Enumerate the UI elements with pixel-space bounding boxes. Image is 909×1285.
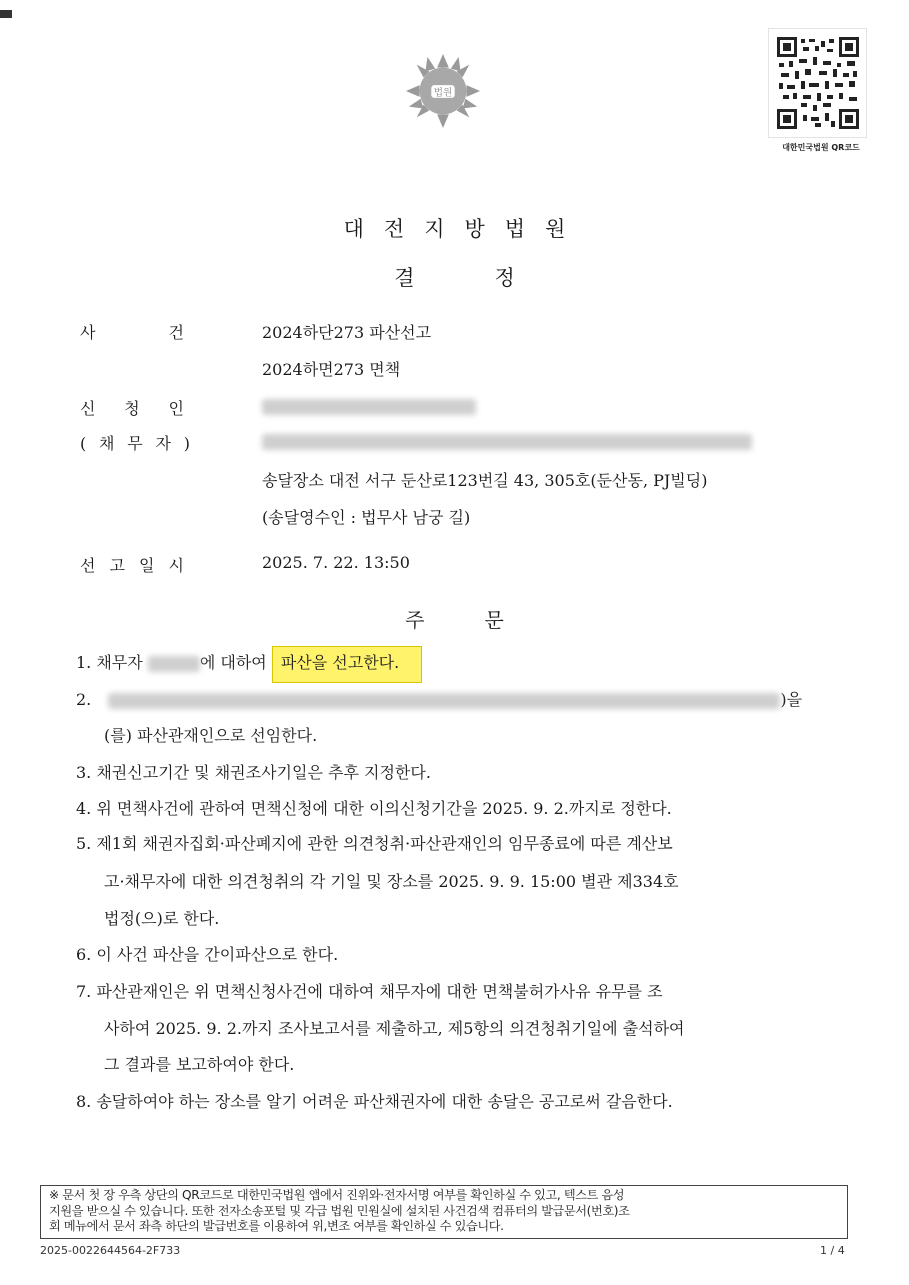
qr-code-icon (777, 37, 859, 129)
applicant-name-redacted (262, 396, 476, 415)
order-item-3: 3. 채권신고기간 및 채권조사기일은 추후 지정한다. (76, 763, 431, 782)
order-item-1-prefix: 1. 채무자 (76, 653, 143, 672)
case-line-bankruptcy: 2024하단273 파산선고 (262, 323, 432, 342)
order-item-2-suffix: )을 (780, 690, 803, 709)
order-item-5-line1: 5. 제1회 채권자집회·파산폐지에 관한 의견청취·파산관재인의 임무종료에 따른 계산보 (76, 834, 673, 853)
case-label: 사 건 (80, 323, 184, 342)
order-item-7-line3: 그 결과를 보고하여야 한다. (104, 1055, 295, 1074)
applicant-address-redacted (262, 431, 752, 450)
order-item-1-mid: 에 대하여 (199, 653, 267, 672)
order-item-2-cont: (를) 파산관재인으로 선임한다. (104, 726, 318, 745)
order-item-2-number: 2. (76, 690, 92, 709)
order-item-6: 6. 이 사건 파산을 간이파산으로 한다. (76, 945, 339, 964)
order-item-8: 8. 송달하여야 하는 장소를 알기 어려운 파산채권자에 대한 송달은 공고로써 갈음한다. (76, 1092, 673, 1111)
document-title: 결정 (394, 266, 595, 290)
qr-code-box[interactable] (768, 28, 867, 138)
order-heading: 주문 (405, 608, 564, 632)
delivery-receiver: (송달영수인 : 법무사 남궁 길) (262, 508, 471, 527)
debtor-name-redacted (148, 656, 200, 672)
notice-line-1: ※ 문서 첫 장 우측 상단의 QR코드로 대한민국법원 앱에서 진위와·전자서명 여부를 확인하실 수 있고, 텍스트 음성 (49, 1188, 625, 1202)
delivery-address: 송달장소 대전 서구 둔산로123번길 43, 305호(둔산동, PJ빌딩) (262, 471, 708, 490)
qr-caption: 대한민국법원 QR코드 (782, 143, 860, 152)
page-indicator: 1 / 4 (820, 1244, 845, 1257)
decision-date-value: 2025. 7. 22. 13:50 (262, 553, 410, 572)
order-item-2 (76, 687, 802, 710)
order-item-7-line2: 사하여 2025. 9. 2.까지 조사보고서를 제출하고, 제5항의 의견청취기일에 출석하여 (104, 1019, 685, 1038)
order-item-7-line1: 7. 파산관재인은 위 면책신청사건에 대하여 채무자에 대한 면책불허가사유 유무를 조 (76, 982, 663, 1001)
scan-corner-mark (0, 10, 12, 18)
court-seal-emblem (404, 52, 482, 130)
issue-document-number: 2025-0022644564-2F733 (40, 1244, 181, 1257)
order-item-5-line2: 고·채무자에 대한 의견청취의 각 기일 및 장소를 2025. 9. 9. 15:00 별관 제334호 (104, 872, 679, 891)
order-item-5-line3: 법정(으)로 한다. (104, 909, 220, 928)
debtor-label: ( 채 무 자 ) (80, 434, 190, 453)
order-item-1 (76, 650, 422, 673)
seal-text: 법원 (433, 87, 453, 99)
order-item-4: 4. 위 면책사건에 관하여 면책신청에 대한 이의신청기간을 2025. 9. 2.까지로 정한다. (76, 799, 672, 818)
verification-notice (40, 1185, 848, 1239)
trustee-info-redacted (108, 693, 780, 709)
applicant-label: 신 청 인 (80, 399, 184, 418)
decision-date-label: 선 고 일 시 (80, 556, 184, 575)
court-name: 대전지방법원 (343, 217, 586, 241)
notice-line-3: 회 메뉴에서 문서 좌측 하단의 발급번호를 이용하여 위,변조 여부를 확인하실 수 있습니다. (49, 1219, 504, 1233)
highlighted-bankruptcy-declaration: 파산을 선고한다. (272, 646, 422, 683)
case-line-discharge: 2024하면273 면책 (262, 360, 401, 379)
notice-line-2: 지원을 받으실 수 있습니다. 또한 전자소송포털 및 각급 법원 민원실에 설치된 사건검색 컴퓨터의 발급문서(번호)조 (49, 1203, 630, 1218)
